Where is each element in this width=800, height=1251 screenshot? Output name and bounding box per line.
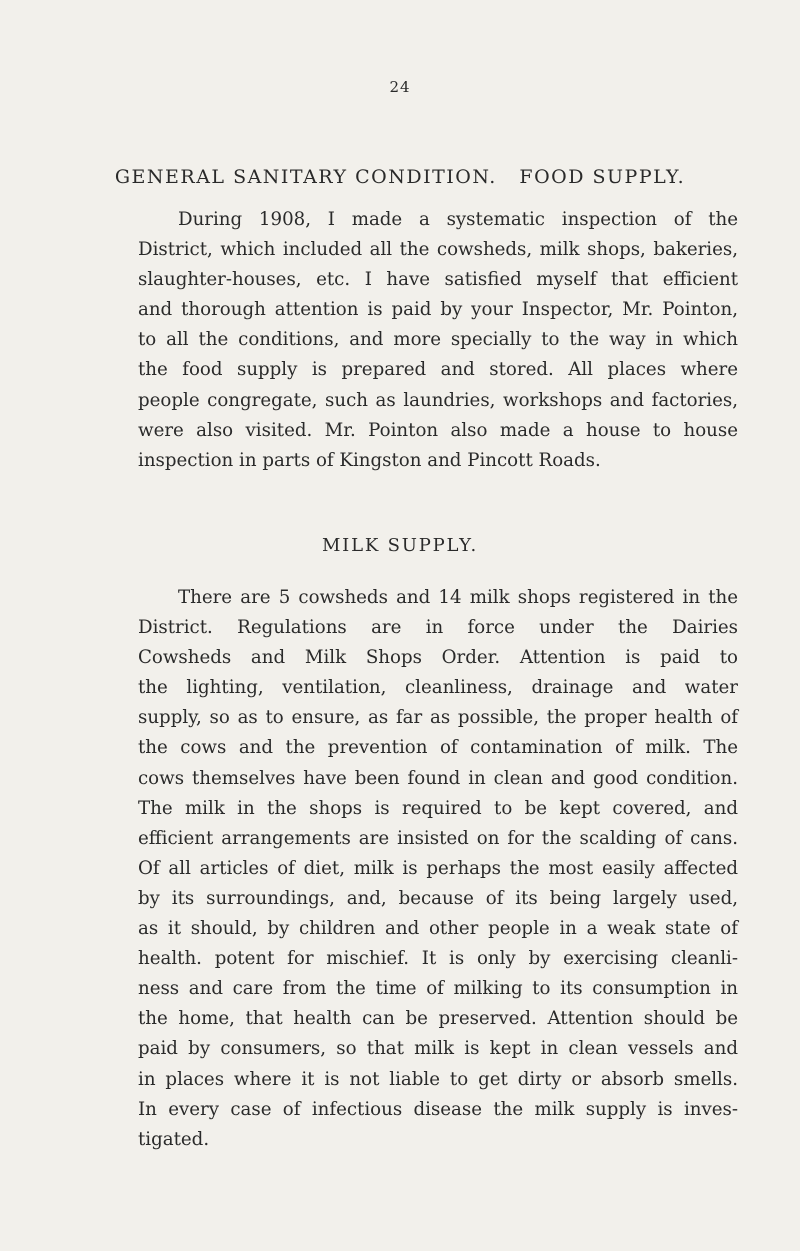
paragraph-line: There are 5 cowsheds and 14 milk shops registered in the — [178, 587, 738, 608]
paragraph-line: in places where it is not liable to get dirty or absorb smells. — [138, 1068, 738, 1090]
paragraph-line: efficient arrangements are insisted on for the scalding of cans. — [138, 827, 738, 849]
paragraph-sanitary-food — [138, 205, 738, 476]
paragraph-line: District. Regulations are in force under the Dairies — [138, 617, 738, 639]
paragraph-line: health. potent for mischief. It is only by exercising cleanli- — [138, 948, 738, 970]
paragraph-line: slaughter-houses, etc. I have satisfied myself that efficient — [138, 269, 738, 291]
paragraph-line: ness and care from the time of milking to its consumption in — [138, 978, 738, 1000]
paragraph-line: the food supply is prepared and stored. All places where — [138, 359, 738, 381]
paragraph-line: as it should, by children and other people in a weak state of — [138, 918, 738, 940]
paragraph-line: to all the conditions, and more specially to the way in which — [138, 329, 738, 351]
paragraph-line: Cowsheds and Milk Shops Order. Attention is paid to — [138, 647, 738, 669]
paragraph-line: tigated. — [138, 1128, 210, 1150]
paragraph-line: District, which included all the cowsheds, milk shops, bakeries, — [138, 239, 738, 261]
paragraph-line: were also visited. Mr. Pointon also made a house to house — [138, 419, 738, 441]
paragraph-line: by its surroundings, and, because of its being largely used, — [138, 887, 738, 909]
paragraph-milk-supply — [138, 583, 738, 1155]
paragraph-line: During 1908, I made a systematic inspection of the — [178, 209, 738, 230]
paragraph-line: Of all articles of diet, milk is perhaps the most easily affected — [138, 857, 738, 879]
paragraph-line: In every case of infectious disease the milk supply is inves- — [138, 1098, 738, 1120]
paragraph-line: paid by consumers, so that milk is kept in clean vessels and — [138, 1038, 738, 1060]
section-heading-milk-supply: MILK SUPPLY. — [321, 535, 479, 556]
paragraph-line: people congregate, such as laundries, workshops and factories, — [138, 389, 738, 411]
paragraph-line: and thorough attention is paid by your Inspector, Mr. Pointon, — [138, 299, 738, 321]
paragraph-line: the lighting, ventilation, cleanliness, drainage and water — [138, 677, 738, 699]
paragraph-line: supply, so as to ensure, as far as possible, the proper health of — [138, 707, 738, 729]
page-number: 24 — [389, 78, 411, 96]
paragraph-line: cows themselves have been found in clean and good condition. — [138, 767, 738, 789]
paragraph-line: the home, that health can be preserved. Attention should be — [138, 1008, 738, 1030]
paragraph-line: the cows and the prevention of contamination of milk. The — [138, 737, 738, 759]
paragraph-line: inspection in parts of Kingston and Pincott Roads. — [138, 449, 601, 471]
paragraph-line: The milk in the shops is required to be kept covered, and — [138, 797, 738, 819]
section-heading-sanitary-food: GENERAL SANITARY CONDITION. FOOD SUPPLY. — [114, 166, 686, 188]
